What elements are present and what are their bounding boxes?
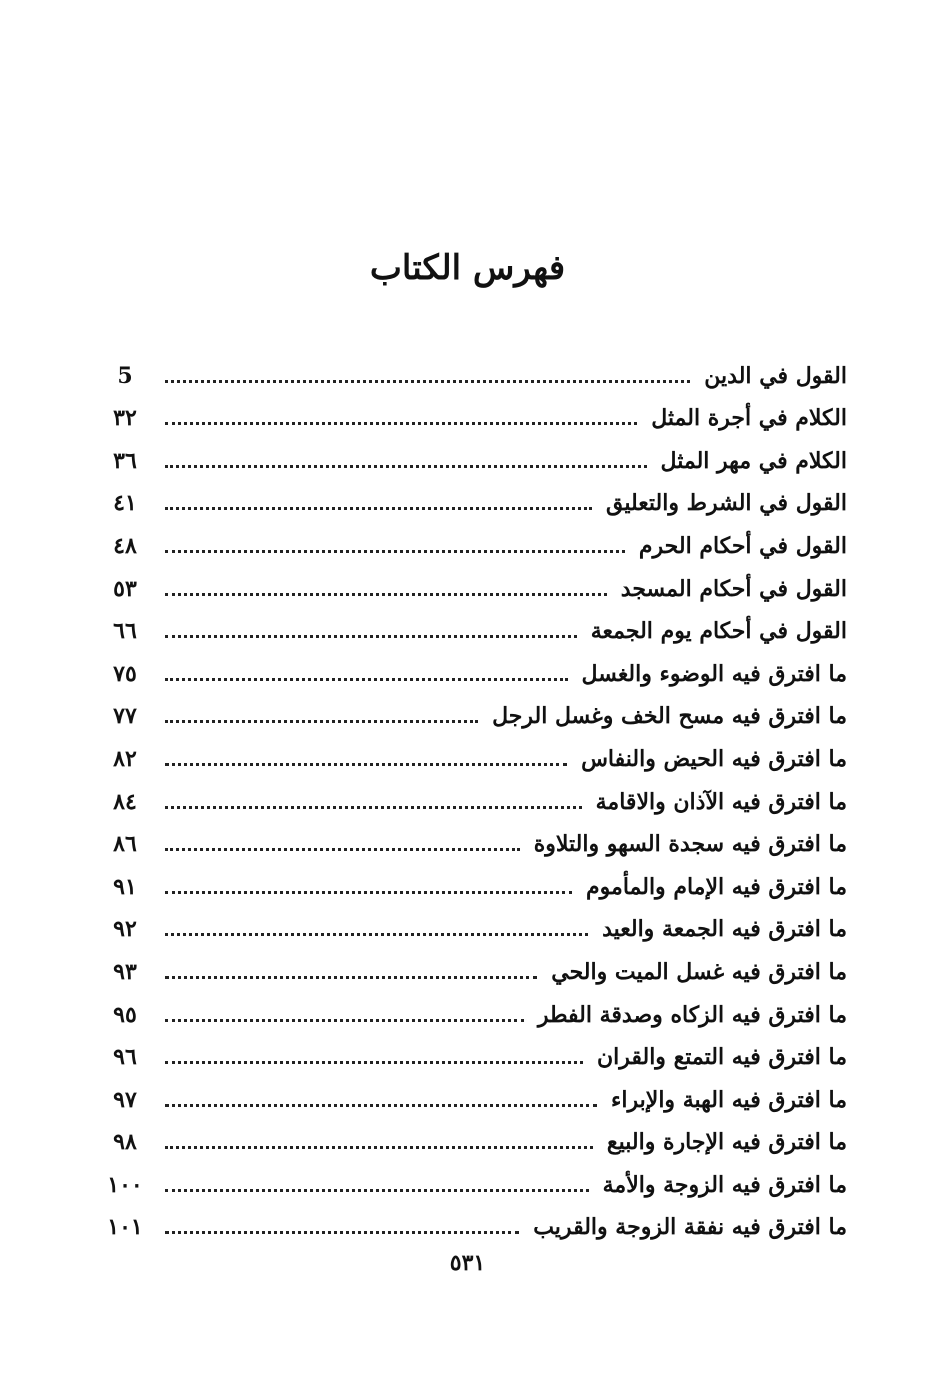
toc-entry-page: ٤١	[113, 490, 137, 517]
toc-entry-title: ما افترق فيه الحيض والنفاس	[581, 745, 847, 772]
toc-entry	[95, 1030, 847, 1073]
toc-entry	[95, 817, 847, 860]
toc-entry-title: القول في أحكام يوم الجمعة	[590, 618, 847, 645]
toc-entry	[95, 1200, 847, 1243]
dot-leader	[165, 422, 637, 425]
toc-entry	[95, 1072, 847, 1115]
toc-entry	[95, 1115, 847, 1158]
toc-entry-title: ما افترق فيه الزوجة والأمة	[602, 1171, 847, 1198]
dot-leader	[165, 593, 607, 596]
toc-entry	[95, 646, 847, 689]
dot-leader	[165, 678, 568, 681]
toc-entry-title: القول في الشرط والتعليق	[605, 490, 847, 517]
dot-leader	[165, 720, 478, 723]
dot-leader	[165, 465, 647, 468]
page-number: ٥٣١	[449, 1250, 486, 1276]
toc-entry-page: ٥٣	[113, 575, 137, 602]
dot-leader	[165, 976, 537, 979]
dot-leader	[165, 891, 572, 894]
toc-entry-title: الكلام في مهر المثل	[660, 447, 847, 474]
toc-entry-title: ما افترق فيه الإمام والمأموم	[586, 873, 847, 900]
toc-entry	[95, 902, 847, 945]
toc-entry-page: ٣٦	[113, 447, 137, 474]
dot-leader	[165, 1061, 583, 1064]
toc-entry	[95, 561, 847, 604]
toc-entry-page: ٩٧	[113, 1086, 137, 1113]
toc-entry-title: ما افترق فيه الوضوء والغسل	[581, 660, 847, 687]
toc-entry-page: ٦٦	[113, 618, 137, 645]
toc-entry-page: ١٠٠	[107, 1171, 143, 1198]
toc-entry	[95, 1157, 847, 1200]
toc-entry-title: ما افترق فيه سجدة السهو والتلاوة	[533, 831, 847, 858]
toc-entry-title: ما افترق فيه الإجارة والبيع	[606, 1129, 847, 1156]
toc-entry-page: ٧٥	[113, 660, 137, 687]
toc-entry	[95, 476, 847, 519]
dot-leader	[165, 635, 577, 638]
toc-entry-title: الكلام في أجرة المثل	[651, 405, 847, 432]
toc-entry	[95, 987, 847, 1030]
toc-entry-page: ٨٦	[113, 831, 137, 858]
dot-leader	[165, 1231, 519, 1234]
toc-entry-page: ٧٧	[113, 703, 137, 730]
toc-entry-page: ٩٦	[113, 1044, 137, 1071]
dot-leader	[165, 1146, 593, 1149]
toc-entry	[95, 689, 847, 732]
dot-leader	[165, 806, 582, 809]
toc-entry-page: 5	[117, 362, 133, 389]
dot-leader	[165, 1019, 524, 1022]
toc-entry-page: ٨٢	[113, 745, 137, 772]
toc-entry-page: ١٠١	[107, 1214, 143, 1241]
toc-entry-title: ما افترق فيه غسل الميت والحي	[551, 958, 847, 985]
toc-entry	[95, 774, 847, 817]
dot-leader	[165, 1104, 597, 1107]
dot-leader	[165, 933, 588, 936]
toc-entry-title: ما افترق فيه الآذان والاقامة	[595, 788, 847, 815]
toc-entry	[95, 859, 847, 902]
toc-entry	[95, 391, 847, 434]
toc-entry-title: ما افترق فيه مسح الخف وغسل الرجل	[492, 703, 847, 730]
toc-entry-page: ٤٨	[113, 532, 137, 559]
toc-entry	[95, 348, 847, 391]
toc-entry	[95, 433, 847, 476]
dot-leader	[165, 1189, 589, 1192]
dot-leader	[165, 507, 592, 510]
table-of-contents	[95, 348, 847, 1242]
toc-entry-title: ما افترق فيه نفقة الزوجة والقريب	[533, 1214, 847, 1241]
toc-entry-title: ما افترق فيه الهبة والإبراء	[611, 1086, 847, 1113]
toc-entry-page: ٩٢	[113, 916, 137, 943]
toc-entry-title: القول في الدين	[704, 362, 847, 389]
page-title: فهرس الكتاب	[369, 248, 566, 288]
toc-entry	[95, 731, 847, 774]
toc-entry	[95, 518, 847, 561]
toc-entry-page: ٩٥	[113, 1001, 137, 1028]
toc-entry-page: ٩٨	[113, 1129, 137, 1156]
toc-entry-title: القول في أحكام الحرم	[638, 532, 847, 559]
dot-leader	[165, 763, 567, 766]
toc-entry	[95, 944, 847, 987]
toc-entry-title: ما افترق فيه التمتع والقران	[596, 1044, 847, 1071]
dot-leader	[165, 848, 520, 851]
toc-entry-page: ٣٢	[113, 405, 137, 432]
toc-entry-title: القول في أحكام المسجد	[620, 575, 847, 602]
toc-entry	[95, 604, 847, 647]
toc-entry-page: ٨٤	[113, 788, 137, 815]
toc-entry-page: ٩١	[113, 873, 137, 900]
dot-leader	[165, 550, 625, 553]
dot-leader	[165, 380, 690, 383]
toc-entry-title: ما افترق فيه الزكاه وصدقة الفطر	[537, 1001, 847, 1028]
toc-entry-page: ٩٣	[113, 958, 137, 985]
toc-entry-title: ما افترق فيه الجمعة والعيد	[602, 916, 847, 943]
